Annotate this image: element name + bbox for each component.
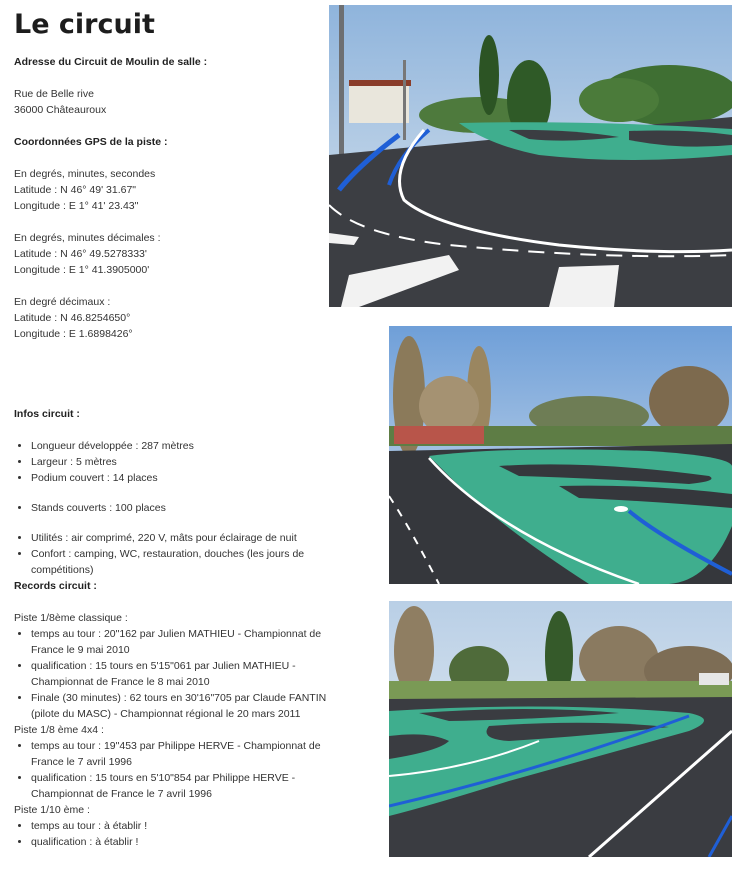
records-heading: Records circuit :	[14, 580, 97, 592]
records-classic-list	[14, 626, 339, 722]
address-block	[14, 86, 339, 118]
records-tenth-list	[14, 818, 339, 850]
gps-dmd	[14, 230, 339, 278]
gps-dd-lon: Longitude : E 1.6898426°	[14, 328, 133, 340]
address-heading: Adresse du Circuit de Moulin de salle :	[14, 56, 208, 68]
gps-dms	[14, 166, 339, 214]
gps-dmd-lon: Longitude : E 1° 41.3905000'	[14, 264, 150, 276]
gps-dmd-lat: Latitude : N 46° 49.5278333'	[14, 248, 147, 260]
gps-dms-lat: Latitude : N 46° 49' 31.67"	[14, 184, 137, 196]
list-item: • Stands couverts : 100 places	[31, 500, 339, 516]
list-item: • temps au tour : à établir !	[31, 818, 339, 834]
list-item: • qualification : 15 tours en 5'10"854 par Philippe HERVE - Championnat de France le 7 avril 1996	[31, 770, 339, 802]
records-4x4-list	[14, 738, 339, 802]
gps-dms-lon: Longitude : E 1° 41' 23.43"	[14, 200, 139, 212]
infos-list-3	[14, 530, 339, 578]
list-item: • Podium couvert : 14 places	[31, 470, 339, 486]
address-street: Rue de Belle rive	[14, 88, 94, 100]
list-item: • Finale (30 minutes) : 62 tours en 30'16"705 par Claude FANTIN (pilote du MASC) - Championnat régional le 20 mars 2011	[31, 690, 339, 722]
records-heading-row	[14, 578, 339, 594]
page-title: Le circuit	[14, 9, 155, 40]
list-item: • temps au tour : 20"162 par Julien MATHIEU - Championnat de France le 9 mai 2010	[31, 626, 339, 658]
list-item: • Utilités : air comprimé, 220 V, mâts pour éclairage de nuit	[31, 530, 339, 546]
gps-heading: Coordonnées GPS de la piste :	[14, 136, 168, 148]
records-tenth-label: Piste 1/10 ème :	[14, 804, 90, 816]
address-city: 36000 Châteauroux	[14, 104, 107, 116]
photo-circuit-entrance	[329, 5, 732, 307]
gps-dms-label: En degrés, minutes, secondes	[14, 168, 156, 180]
records-classic-label: Piste 1/8ème classique :	[14, 612, 128, 624]
gps-dd	[14, 294, 339, 342]
info-column	[14, 54, 339, 850]
list-item: • Longueur développée : 287 mètres	[31, 438, 339, 454]
address-section	[14, 54, 339, 70]
infos-section	[14, 406, 339, 422]
list-item: • qualification : 15 tours en 5'15"061 par Julien MATHIEU - Championnat de France le 8 mai 2010	[31, 658, 339, 690]
list-item: • Confort : camping, WC, restauration, douches (les jours de compétitions)	[31, 546, 339, 578]
infos-list-2	[14, 500, 339, 516]
list-item: • Largeur : 5 mètres	[31, 454, 339, 470]
photo-circuit-overview	[389, 601, 732, 857]
list-item: • temps au tour : 19"453 par Philippe HERVE - Championnat de France le 7 avril 1996	[31, 738, 339, 770]
gps-dd-lat: Latitude : N 46.8254650°	[14, 312, 131, 324]
list-item: • qualification : à établir !	[31, 834, 339, 850]
gps-dd-label: En degré décimaux :	[14, 296, 111, 308]
gps-section	[14, 134, 339, 150]
infos-heading: Infos circuit :	[14, 408, 80, 420]
photo-circuit-curves	[389, 326, 732, 584]
records-4x4-label: Piste 1/8 ème 4x4 :	[14, 724, 104, 736]
infos-list-1	[14, 438, 339, 486]
gps-dmd-label: En degrés, minutes décimales :	[14, 232, 161, 244]
